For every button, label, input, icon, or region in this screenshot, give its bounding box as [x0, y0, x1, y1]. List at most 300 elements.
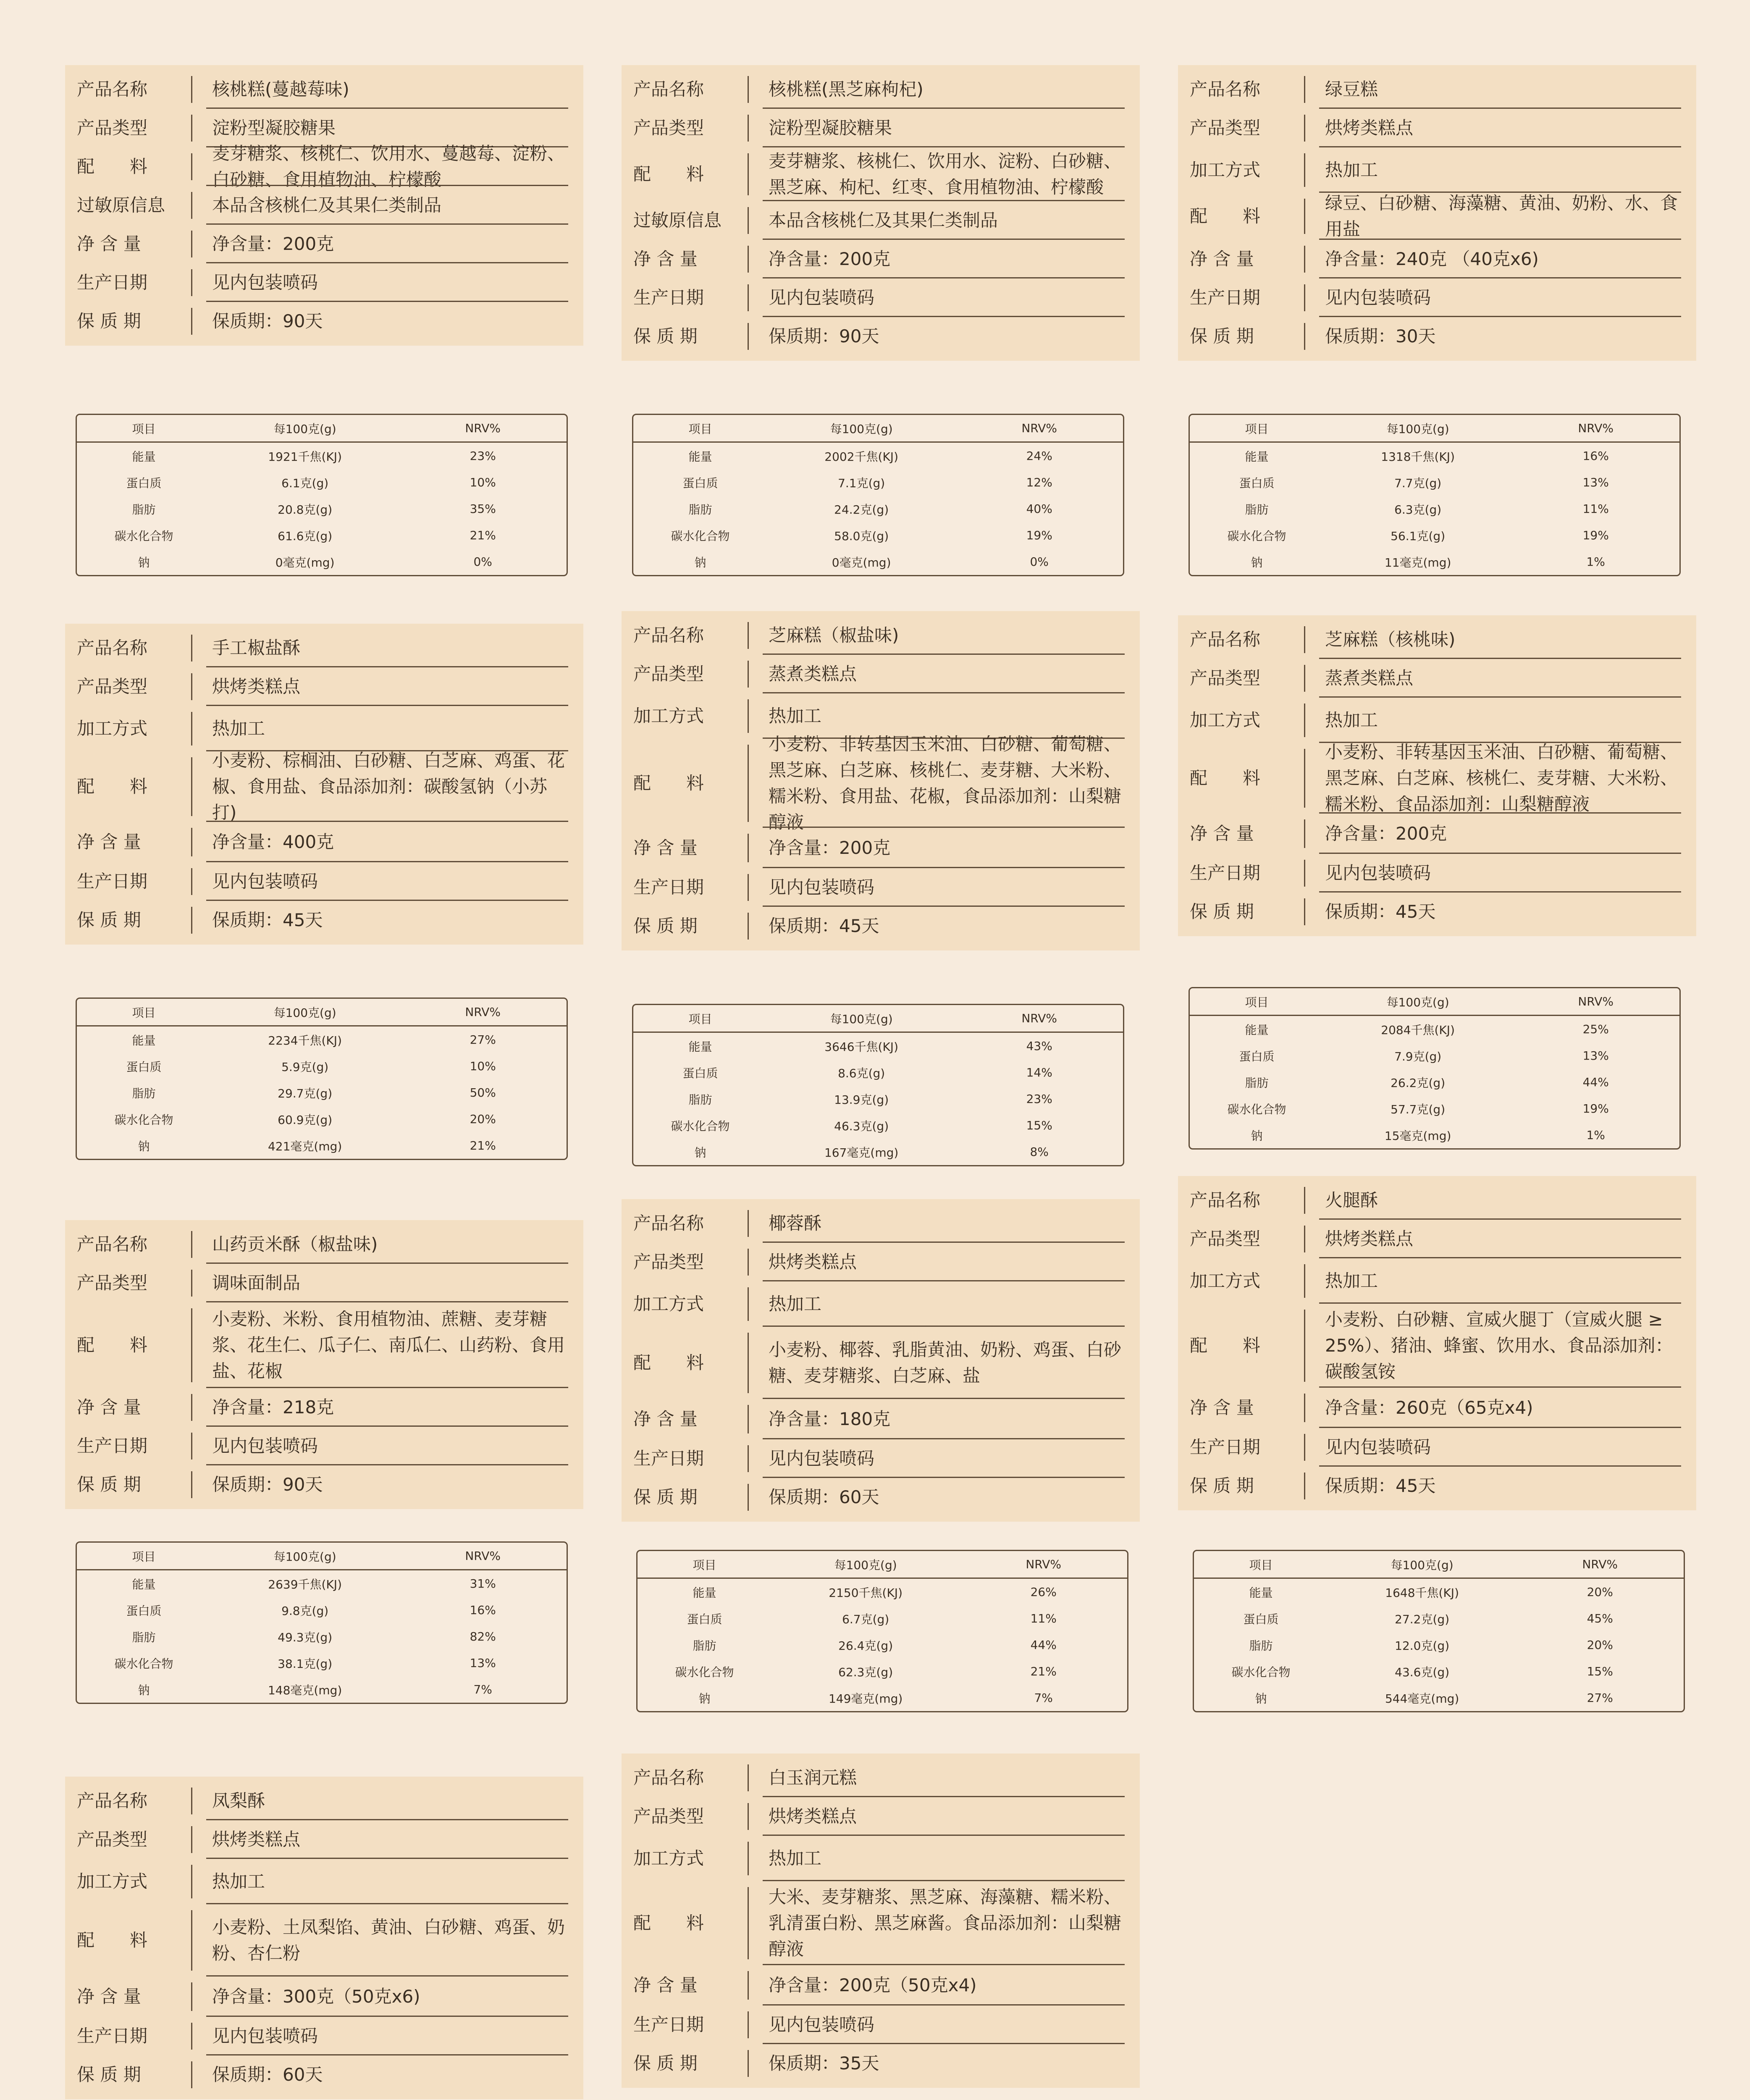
- info-row-type: [65, 1820, 583, 1859]
- info-row-ingredients: [622, 1881, 1140, 1965]
- info-label-process: 加工方式: [633, 1848, 704, 1869]
- nutrition-header-row: [638, 1551, 1127, 1579]
- column-divider: [1304, 1264, 1305, 1298]
- nutrient-nrv: 82%: [470, 1630, 496, 1643]
- column-divider: [191, 673, 192, 700]
- info-label-shelf: 保 质 期: [633, 326, 698, 346]
- info-row-shelf: [1178, 317, 1696, 356]
- nutrient-nrv: 7%: [473, 1683, 492, 1696]
- nutrient-amount: 8.6克(g): [838, 1066, 885, 1080]
- nutrient-name: 能量: [693, 1586, 716, 1600]
- info-row-date: [65, 263, 583, 302]
- nutrition-row: [1190, 1016, 1679, 1042]
- info-row-type: [622, 1243, 1140, 1281]
- nutrient-name: 蛋白质: [126, 1604, 162, 1618]
- info-value-name: 芝麻糕（椒盐味): [769, 625, 899, 646]
- info-row-ingredients: [622, 147, 1140, 201]
- column-divider: [748, 1764, 749, 1791]
- nutrition-row: [638, 1579, 1127, 1605]
- info-label-shelf: 保 质 期: [633, 2053, 698, 2074]
- nutrient-amount: 0毫克(mg): [832, 555, 891, 570]
- info-label-net: 净 含 量: [633, 1408, 698, 1429]
- info-row-ingredients: [622, 1327, 1140, 1399]
- column-divider: [1304, 860, 1305, 887]
- info-label-net: 净 含 量: [1190, 248, 1254, 269]
- info-label-ingredients: 配 料: [633, 163, 704, 184]
- nutrient-name: 脂肪: [132, 1086, 156, 1100]
- nutrient-amount: 60.9克(g): [278, 1113, 333, 1127]
- info-value-type: 烘烤类糕点: [1325, 1228, 1414, 1249]
- nutrient-name: 钠: [138, 1683, 150, 1697]
- info-value-process: 热加工: [769, 1294, 822, 1314]
- info-label-date: 生产日期: [1190, 287, 1261, 308]
- nutrient-amount: 2084千焦(KJ): [1381, 1023, 1455, 1037]
- info-value-ingredients: 绿豆、白砂糖、海藻糖、黄油、奶粉、水、食用盐: [1325, 193, 1678, 239]
- info-value-process: 热加工: [212, 718, 265, 739]
- info-value-ingredients: 小麦粉、非转基因玉米油、白砂糖、葡萄糖、黑芝麻、白芝麻、核桃仁、麦芽糖、大米粉、糯米粉、食品添加剂：山梨糖醇液: [1325, 742, 1678, 814]
- nutrition-row: [77, 1597, 567, 1623]
- info-label-ingredients: 配 料: [77, 776, 148, 797]
- nutrient-nrv: 20%: [470, 1112, 496, 1126]
- nutrient-name: 钠: [1251, 555, 1263, 570]
- info-row-name: [65, 70, 583, 109]
- column-divider: [191, 1270, 192, 1297]
- info-value-name: 山药贡米酥（椒盐味): [212, 1234, 378, 1255]
- nutrition-row: [77, 1650, 567, 1676]
- info-label-net: 净 含 量: [633, 248, 698, 269]
- nutrient-amount: 421毫克(mg): [268, 1139, 342, 1153]
- nutrition-header-nrv: NRV%: [465, 421, 501, 435]
- info-row-name: [1178, 1181, 1696, 1220]
- nutrition-row: [77, 496, 567, 522]
- column-divider: [748, 1249, 749, 1276]
- product-info-card: [65, 1220, 583, 1509]
- nutrient-name: 钠: [138, 555, 150, 570]
- column-divider: [748, 1405, 749, 1433]
- info-label-name: 产品名称: [77, 1790, 148, 1811]
- column-divider: [191, 757, 192, 816]
- info-row-type: [1178, 109, 1696, 147]
- nutrient-nrv: 16%: [470, 1603, 496, 1617]
- info-row-date: [1178, 278, 1696, 317]
- info-row-ingredients: [622, 734, 1140, 832]
- info-label-date: 生产日期: [633, 2014, 704, 2035]
- nutrient-amount: 6.1克(g): [281, 476, 329, 490]
- nutrient-amount: 27.2克(g): [1395, 1612, 1450, 1626]
- product-info-card: [65, 624, 583, 945]
- info-label-process: 加工方式: [1190, 159, 1261, 180]
- info-row-net: [65, 1977, 583, 2017]
- nutrition-header-nrv: NRV%: [465, 1549, 501, 1563]
- nutrient-amount: 149毫克(mg): [828, 1691, 903, 1706]
- nutrient-name: 碳水化合物: [675, 1665, 734, 1679]
- column-divider: [191, 2061, 192, 2088]
- info-value-type: 烘烤类糕点: [769, 1806, 857, 1827]
- info-row-ingredients: [65, 143, 583, 190]
- nutrient-name: 脂肪: [688, 1092, 712, 1107]
- info-value-net: 净含量：260克（65克x4): [1325, 1397, 1533, 1418]
- nutrient-nrv: 23%: [470, 449, 496, 463]
- nutrient-amount: 46.3克(g): [834, 1119, 889, 1133]
- info-value-process: 热加工: [212, 1871, 265, 1892]
- nutrient-name: 能量: [1245, 1023, 1269, 1037]
- nutrition-row: [77, 1026, 567, 1053]
- info-value-shelf: 保质期：45天: [1325, 901, 1436, 922]
- info-row-date: [622, 868, 1140, 907]
- info-value-date: 见内包装喷码: [212, 1436, 318, 1456]
- info-row-process: [622, 1836, 1140, 1881]
- info-value-date: 见内包装喷码: [1325, 287, 1431, 308]
- info-row-date: [622, 1439, 1140, 1478]
- nutrition-row: [1190, 469, 1679, 496]
- nutrition-row: [1194, 1579, 1684, 1605]
- info-row-name: [65, 629, 583, 667]
- column-divider: [191, 635, 192, 662]
- nutrient-nrv: 13%: [1582, 475, 1609, 489]
- column-divider: [191, 1865, 192, 1898]
- nutrient-name: 钠: [694, 1145, 706, 1160]
- nutrient-nrv: 21%: [1030, 1664, 1057, 1678]
- nutrient-name: 蛋白质: [682, 476, 718, 490]
- info-row-type: [1178, 659, 1696, 698]
- info-label-process: 加工方式: [633, 705, 704, 726]
- info-label-net: 净 含 量: [77, 1986, 141, 2007]
- nutrition-table: [636, 1550, 1128, 1712]
- info-value-net: 净含量：200克: [769, 837, 891, 858]
- info-row-shelf: [622, 317, 1140, 356]
- nutrient-nrv: 19%: [1582, 1102, 1609, 1116]
- info-row-date: [622, 278, 1140, 317]
- nutrient-nrv: 27%: [1587, 1691, 1613, 1705]
- info-value-shelf: 保质期：45天: [212, 910, 323, 930]
- info-label-name: 产品名称: [633, 79, 704, 100]
- nutrient-nrv: 13%: [470, 1656, 496, 1670]
- nutrient-nrv: 25%: [1582, 1022, 1609, 1036]
- info-row-ingredients: [1178, 743, 1696, 814]
- nutrition-header-nrv: NRV%: [1582, 1557, 1618, 1571]
- nutrition-table: [1189, 414, 1681, 576]
- info-label-type: 产品类型: [1190, 667, 1261, 688]
- nutrient-nrv: 31%: [470, 1577, 496, 1591]
- nutrient-amount: 6.7克(g): [842, 1612, 889, 1626]
- column-divider: [1304, 898, 1305, 925]
- info-label-shelf: 保 质 期: [77, 2064, 141, 2085]
- nutrient-amount: 0毫克(mg): [275, 555, 335, 570]
- nutrition-header-per100: 每100克(g): [1386, 995, 1449, 1009]
- product-info-card: [622, 65, 1140, 361]
- nutrient-nrv: 19%: [1582, 528, 1609, 542]
- nutrient-amount: 57.7克(g): [1391, 1102, 1446, 1116]
- nutrient-name: 碳水化合物: [1231, 1665, 1291, 1679]
- info-value-date: 见内包装喷码: [212, 2026, 318, 2046]
- nutrient-nrv: 50%: [470, 1086, 496, 1100]
- nutrition-row: [77, 1106, 567, 1132]
- nutrient-name: 蛋白质: [682, 1066, 718, 1080]
- nutrient-name: 钠: [698, 1691, 711, 1706]
- info-value-ingredients: 小麦粉、非转基因玉米油、白砂糖、葡萄糖、黑芝麻、白芝麻、核桃仁、麦芽糖、大米粉、糯米粉、食用盐、花椒，食品添加剂：山梨糖醇液: [769, 734, 1122, 832]
- info-value-date: 见内包装喷码: [212, 272, 318, 293]
- info-row-process: [1178, 147, 1696, 193]
- nutrient-nrv: 7%: [1034, 1691, 1053, 1705]
- column-divider: [191, 868, 192, 895]
- nutrition-row: [77, 549, 567, 575]
- nutrient-nrv: 14%: [1026, 1066, 1052, 1079]
- info-value-shelf: 保质期：45天: [1325, 1475, 1436, 1496]
- nutrition-row: [77, 1079, 567, 1106]
- column-divider: [748, 76, 749, 103]
- nutrition-table: [76, 414, 568, 576]
- nutrition-row: [77, 522, 567, 549]
- column-divider: [1304, 704, 1305, 737]
- nutrient-name: 脂肪: [132, 1630, 156, 1644]
- nutrient-name: 脂肪: [693, 1638, 716, 1653]
- nutrient-name: 碳水化合物: [114, 1656, 173, 1671]
- nutrient-amount: 58.0克(g): [834, 529, 889, 543]
- nutrient-nrv: 1%: [1586, 1128, 1605, 1142]
- info-row-net: [1178, 1388, 1696, 1428]
- info-value-date: 见内包装喷码: [1325, 863, 1431, 883]
- info-label-name: 产品名称: [1190, 1189, 1261, 1210]
- info-row-date: [622, 2006, 1140, 2044]
- column-divider: [1304, 246, 1305, 273]
- nutrient-amount: 11毫克(mg): [1384, 555, 1451, 570]
- info-row-type: [622, 1797, 1140, 1836]
- nutrition-row: [77, 1676, 567, 1703]
- column-divider: [1304, 1473, 1305, 1499]
- nutrient-amount: 1318千焦(KJ): [1381, 449, 1455, 464]
- nutrient-amount: 38.1克(g): [278, 1656, 333, 1671]
- nutrient-amount: 2234千焦(KJ): [268, 1033, 342, 1047]
- nutrient-name: 脂肪: [688, 502, 712, 517]
- info-value-process: 热加工: [769, 1848, 822, 1869]
- column-divider: [1304, 626, 1305, 653]
- nutrient-nrv: 10%: [470, 475, 496, 489]
- info-row-net: [65, 1388, 583, 1427]
- column-divider: [748, 2011, 749, 2038]
- column-divider: [748, 834, 749, 862]
- nutrition-row: [1190, 1042, 1679, 1069]
- nutrition-header-item: 项目: [132, 1005, 156, 1020]
- info-label-name: 产品名称: [633, 1767, 704, 1788]
- info-row-net: [622, 240, 1140, 278]
- nutrition-row: [1194, 1685, 1684, 1711]
- info-label-shelf: 保 质 期: [633, 915, 698, 936]
- column-divider: [748, 1842, 749, 1875]
- product-info-card: [622, 1199, 1140, 1522]
- column-divider: [748, 661, 749, 688]
- info-label-date: 生产日期: [633, 877, 704, 898]
- nutrient-nrv: 0%: [473, 555, 492, 569]
- column-divider: [191, 76, 192, 103]
- info-row-net: [622, 1399, 1140, 1439]
- info-value-process: 热加工: [1325, 1270, 1378, 1291]
- info-value-type: 烘烤类糕点: [769, 1252, 857, 1272]
- info-label-process: 加工方式: [77, 1871, 148, 1892]
- nutrition-header-row: [77, 415, 567, 443]
- nutrient-name: 能量: [1249, 1586, 1273, 1600]
- nutrient-amount: 1921千焦(KJ): [268, 449, 342, 464]
- info-label-net: 净 含 量: [77, 831, 141, 852]
- info-label-date: 生产日期: [1190, 862, 1261, 883]
- nutrient-amount: 43.6克(g): [1395, 1665, 1450, 1679]
- column-divider: [191, 231, 192, 257]
- info-value-net: 净含量：218克: [212, 1397, 334, 1418]
- info-label-shelf: 保 质 期: [77, 1474, 141, 1495]
- nutrition-row: [1190, 549, 1679, 575]
- nutrient-name: 能量: [132, 1033, 156, 1047]
- nutrition-row: [633, 549, 1123, 575]
- nutrition-header-nrv: NRV%: [1021, 1011, 1057, 1025]
- column-divider: [191, 1982, 192, 2011]
- nutrient-nrv: 43%: [1026, 1039, 1052, 1053]
- info-label-ingredients: 配 料: [1190, 1335, 1261, 1356]
- info-label-name: 产品名称: [77, 79, 148, 100]
- info-row-shelf: [65, 1465, 583, 1504]
- nutrition-header-item: 项目: [693, 1558, 716, 1572]
- column-divider: [191, 712, 192, 746]
- nutrition-header-nrv: NRV%: [465, 1005, 501, 1019]
- info-value-shelf: 保质期：90天: [212, 1474, 323, 1495]
- nutrient-nrv: 11%: [1582, 502, 1609, 516]
- info-row-ingredients: [65, 751, 583, 822]
- info-label-process: 加工方式: [633, 1293, 704, 1314]
- info-label-process: 加工方式: [1190, 1270, 1261, 1291]
- column-divider: [748, 1887, 749, 1959]
- column-divider: [748, 207, 749, 234]
- nutrition-row: [633, 1033, 1123, 1059]
- info-value-ingredients: 小麦粉、土凤梨馅、黄油、白砂糖、鸡蛋、奶粉、杏仁粉: [212, 1917, 565, 1964]
- nutrition-table: [1189, 987, 1681, 1150]
- info-label-name: 产品名称: [1190, 79, 1261, 100]
- info-value-date: 见内包装喷码: [769, 2014, 875, 2035]
- nutrient-nrv: 16%: [1582, 449, 1609, 463]
- column-divider: [191, 907, 192, 934]
- nutrient-name: 脂肪: [1245, 1076, 1269, 1090]
- info-label-type: 产品类型: [633, 663, 704, 684]
- nutrient-nrv: 8%: [1030, 1145, 1049, 1159]
- nutrition-row: [77, 1570, 567, 1597]
- info-row-shelf: [1178, 892, 1696, 931]
- info-label-net: 净 含 量: [77, 233, 141, 254]
- info-row-type: [1178, 1220, 1696, 1258]
- info-value-process: 热加工: [1325, 710, 1378, 730]
- info-label-date: 生产日期: [77, 871, 148, 892]
- nutrition-header-nrv: NRV%: [1021, 421, 1057, 435]
- nutrient-name: 碳水化合物: [1227, 1102, 1286, 1116]
- nutrient-amount: 7.7克(g): [1394, 476, 1442, 490]
- info-value-date: 见内包装喷码: [212, 871, 318, 892]
- info-row-name: [1178, 70, 1696, 109]
- nutrient-nrv: 15%: [1026, 1118, 1052, 1132]
- info-value-shelf: 保质期：35天: [769, 2053, 879, 2074]
- column-divider: [1304, 1394, 1305, 1422]
- info-value-net: 净含量：200克: [1325, 823, 1447, 844]
- info-value-ingredients: 麦芽糖浆、核桃仁、饮用水、淀粉、白砂糖、黑芝麻、枸杞、红枣、食用植物油、柠檬酸: [769, 151, 1122, 197]
- column-divider: [748, 2050, 749, 2077]
- info-label-allergen: 过敏原信息: [77, 194, 165, 215]
- info-row-name: [622, 70, 1140, 109]
- column-divider: [191, 1433, 192, 1460]
- product-info-card: [622, 611, 1140, 950]
- column-divider: [748, 115, 749, 142]
- info-label-date: 生产日期: [633, 1448, 704, 1469]
- info-label-ingredients: 配 料: [1190, 205, 1261, 226]
- product-info-card: [1178, 615, 1696, 936]
- info-row-name: [622, 1204, 1140, 1243]
- info-value-name: 核桃糕(蔓越莓味): [212, 79, 349, 100]
- info-row-net: [65, 225, 583, 263]
- info-label-ingredients: 配 料: [1190, 767, 1261, 788]
- info-label-net: 净 含 量: [1190, 823, 1254, 844]
- info-value-net: 净含量：240克 （40克x6): [1325, 249, 1539, 269]
- nutrition-table: [632, 1004, 1124, 1166]
- nutrition-row: [1194, 1658, 1684, 1685]
- info-row-shelf: [622, 907, 1140, 945]
- info-label-ingredients: 配 料: [77, 156, 148, 177]
- product-info-card: [1178, 1176, 1696, 1510]
- info-row-shelf: [622, 2044, 1140, 2083]
- column-divider: [191, 1471, 192, 1498]
- column-divider: [1304, 1434, 1305, 1461]
- nutrient-name: 钠: [694, 555, 706, 570]
- nutrition-row: [1190, 522, 1679, 549]
- nutrient-nrv: 24%: [1026, 449, 1052, 463]
- nutrient-amount: 26.2克(g): [1391, 1076, 1446, 1090]
- info-label-ingredients: 配 料: [633, 772, 704, 793]
- column-divider: [1304, 1310, 1305, 1382]
- nutrition-header-per100: 每100克(g): [273, 1549, 336, 1564]
- nutrient-amount: 7.9克(g): [1394, 1049, 1442, 1063]
- nutrition-row: [638, 1685, 1127, 1711]
- nutrient-name: 蛋白质: [126, 476, 162, 490]
- column-divider: [748, 1971, 749, 2000]
- nutrient-name: 能量: [132, 1577, 156, 1591]
- info-row-net: [1178, 814, 1696, 854]
- info-label-shelf: 保 质 期: [77, 310, 141, 331]
- nutrition-row: [1190, 496, 1679, 522]
- column-divider: [191, 1231, 192, 1258]
- nutrition-row: [77, 1132, 567, 1159]
- info-value-shelf: 保质期：60天: [769, 1487, 879, 1507]
- info-label-type: 产品类型: [633, 1251, 704, 1272]
- info-row-name: [65, 1225, 583, 1264]
- info-row-date: [1178, 1428, 1696, 1467]
- nutrition-row: [77, 1053, 567, 1079]
- info-row-ingredients: [65, 1302, 583, 1388]
- column-divider: [1304, 819, 1305, 848]
- nutrient-name: 碳水化合物: [114, 529, 173, 543]
- info-value-name: 手工椒盐酥: [212, 638, 301, 658]
- info-row-type: [622, 655, 1140, 693]
- info-row-allergen: [65, 186, 583, 225]
- info-row-process: [1178, 1258, 1696, 1304]
- info-row-net: [622, 828, 1140, 868]
- nutrition-header-per100: 每100克(g): [273, 1005, 336, 1020]
- info-label-shelf: 保 质 期: [1190, 901, 1254, 922]
- info-label-name: 产品名称: [77, 1234, 148, 1255]
- nutrition-row: [633, 1059, 1123, 1086]
- info-row-process: [65, 1859, 583, 1904]
- info-value-allergen: 本品含核桃仁及其果仁类制品: [769, 210, 998, 231]
- info-row-ingredients: [65, 1904, 583, 1977]
- column-divider: [191, 1394, 192, 1421]
- nutrient-name: 蛋白质: [687, 1612, 722, 1626]
- nutrient-name: 碳水化合物: [671, 1119, 730, 1133]
- info-row-net: [65, 822, 583, 862]
- nutrition-row: [77, 1623, 567, 1650]
- nutrition-table: [1193, 1550, 1685, 1712]
- nutrition-row: [1194, 1632, 1684, 1658]
